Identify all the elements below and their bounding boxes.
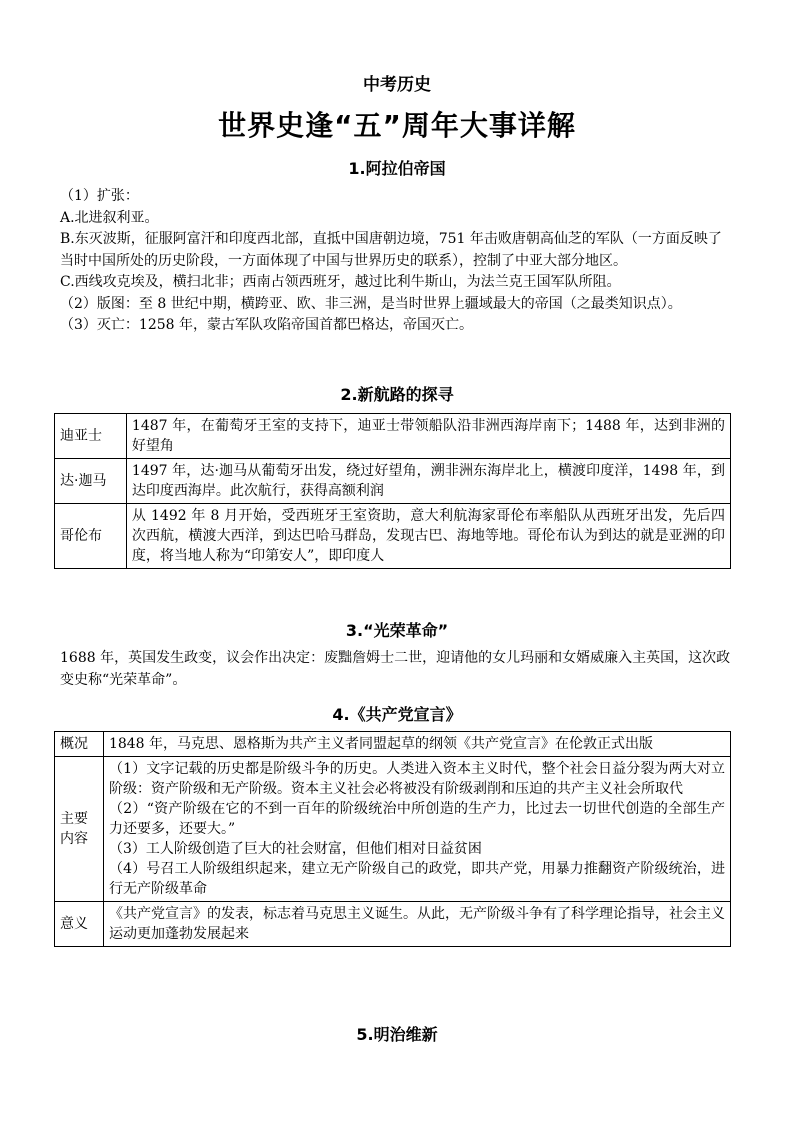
voyages-table: [54, 413, 731, 569]
section-1-line: （2）版图：至 8 世纪中期，横跨亚、欧、非三洲，是当时世界上疆域最大的帝国（之最类知识点）。: [60, 295, 682, 312]
table-cell-label: 哥伦布: [55, 504, 127, 569]
section-3-title: 3.“光荣革命”: [345, 621, 449, 640]
section-1-line: A.北进叙利亚。: [60, 209, 159, 226]
table-cell-content: 1497 年，达·迦马从葡萄牙出发，绕过好望角，溯非洲东海岸北上，横渡印度洋，1498 年，到达印度西海岸。此次航行，获得高额利润: [126, 459, 730, 504]
section-1-title: 1.阿拉伯帝国: [348, 159, 446, 178]
table-row: [55, 757, 731, 902]
section-1-line: （3）灭亡：1258 年，蒙古军队攻陷帝国首都巴格达，帝国灭亡。: [60, 317, 473, 333]
table-row: [55, 414, 731, 459]
content-item: （3）工人阶级创造了巨大的社会财富，但他们相对日益贫困: [108, 841, 482, 857]
section-5-title: 5.明治维新: [356, 1025, 438, 1044]
section-1-line: C.西线攻克埃及，横扫北非；西南占领西班牙，越过比利牛斯山，为法兰克王国军队所阻。: [60, 274, 621, 290]
table-cell-content: 1487 年，在葡萄牙王室的支持下，迪亚士带领船队沿非洲西海岸南下；1488 年，达到非洲的好望角: [126, 414, 730, 459]
table-row: [55, 902, 731, 947]
table-row: [55, 504, 731, 569]
table-cell-content: 《共产党宣言》的发表，标志着马克思主义诞生。从此，无产阶级斗争有了科学理论指导，社会主义运动更加蓬勃发展起来: [103, 902, 730, 947]
table-cell-label: 意义: [55, 902, 104, 947]
table-cell-label: 达·迦马: [55, 459, 127, 504]
table-cell-label: 主要内容: [55, 757, 104, 902]
section-1-line: B.东灭波斯，征服阿富汗和印度西北部，直抵中国唐朝边境，751 年击败唐朝高仙芝的军队（一方面反映了当时中国所处的历史阶段，一方面体现了中国与世界历史的联系），控制了中亚大部分地区。: [60, 231, 722, 269]
table-cell-content: [103, 757, 730, 902]
table-row: [55, 459, 731, 504]
content-item: （4）号召工人阶级组织起来，建立无产阶级自己的政党，即共产党，用暴力推翻资产阶级统治，进行无产阶级革命: [108, 861, 725, 897]
section-3-body: [60, 648, 735, 691]
section-2-title: 2.新航路的探寻: [340, 385, 454, 404]
table-cell-content: 从 1492 年 8 月开始，受西班牙王室资助，意大利航海家哥伦布率船队从西班牙出发，先后四次西航，横渡大西洋，到达巴哈马群岛，发现古巴、海地等地。哥伦布认为到达的就是亚洲的印度，将当地人称为“印第安人”，即印度人: [126, 504, 730, 569]
table-cell-content: 1848 年，马克思、恩格斯为共产主义者同盟起草的纲领《共产党宣言》在伦敦正式出版: [103, 732, 730, 757]
manifesto-table: [54, 731, 731, 947]
document-title: 世界史逢“五”周年大事详解: [218, 109, 576, 142]
table-row: [55, 732, 731, 757]
section-1-line: （1）扩张：: [60, 188, 139, 204]
table-cell-label: 概况: [55, 732, 104, 757]
content-item: （2）“资产阶级在它的不到一百年的阶级统治中所创造的生产力，比过去一切世代创造的全部生产力还要多，还要大。”: [108, 801, 725, 837]
section-3-text: 1688 年，英国发生政变，议会作出决定：废黜詹姆士二世，迎请他的女儿玛丽和女婿威廉入主英国，这次政变史称“光荣革命”。: [60, 650, 731, 688]
table-cell-label: 迪亚士: [55, 414, 127, 459]
section-1-body: [60, 186, 735, 337]
document-subtitle: 中考历史: [363, 75, 431, 95]
section-4-title: 4.《共产党宣言》: [332, 705, 462, 724]
content-item: （1）文字记载的历史都是阶级斗争的历史。人类进入资本主义时代，整个社会日益分裂为两大对立阶级：资产阶级和无产阶级。资本主义社会必将被没有阶级剥削和压迫的共产主义社会所取代: [108, 761, 725, 797]
